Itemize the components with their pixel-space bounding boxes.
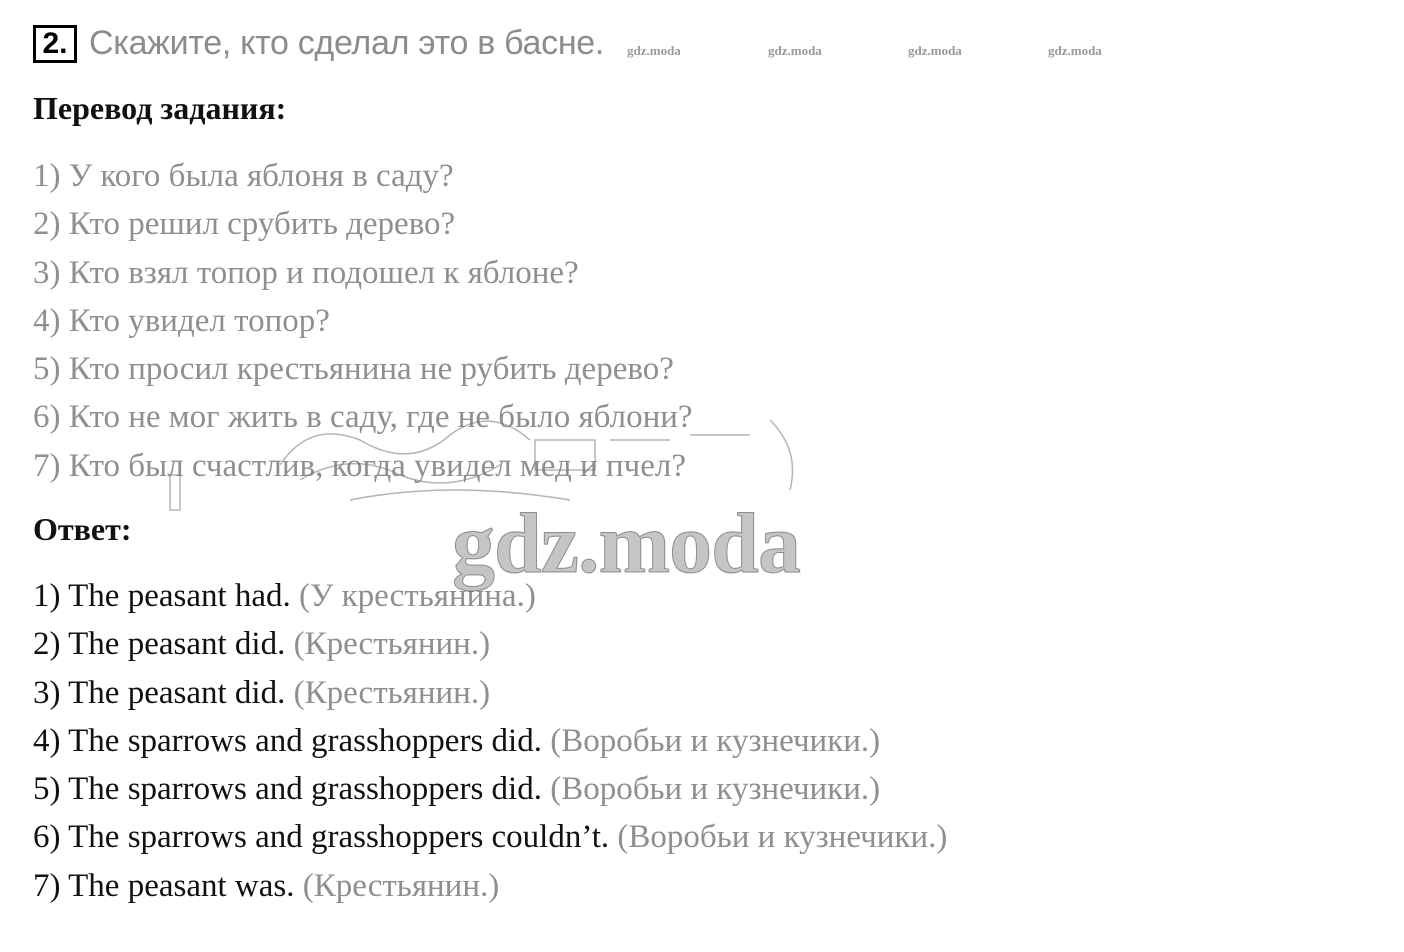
list-item [33,717,947,765]
list-item [33,620,947,668]
answer-english: 4) The sparrows and grasshoppers did. [33,722,542,759]
list-item [33,862,947,910]
answer-russian: (Крестьянин.) [302,867,500,904]
answer-russian: (Крестьянин.) [293,674,491,711]
list-item [33,669,947,717]
list-item: 2) Кто решил срубить дерево? [33,206,456,243]
task-header [33,24,604,63]
list-item: 6) Кто не мог жить в саду, где не было яблони? [33,399,693,436]
answer-english: 5) The sparrows and grasshoppers did. [33,771,542,808]
answer-english: 1) The peasant had. [33,578,291,614]
task-instruction: Скажите, кто сделал это в басне. [89,24,605,62]
list-item: 4) Кто увидел топор? [33,302,330,339]
list-item: 7) Кто был счастлив, когда увидел мед и пчел? [33,447,686,484]
list-item: 1) У кого была яблоня в саду? [33,158,454,194]
watermark-small: gdz.moda [627,43,681,58]
answer-english: 6) The sparrows and grasshoppers couldn’t. [33,819,610,856]
answer-russian: (Воробьи и кузнечики.) [550,771,881,808]
answer-russian: (Воробьи и кузнечики.) [617,819,948,856]
list-item: 3) Кто взял топор и подошел к яблоне? [33,254,579,291]
answer-heading: Ответ: [33,511,132,547]
watermark-small: gdz.moda [1048,43,1102,58]
watermark-small: gdz.moda [768,43,822,58]
watermark-small: gdz.moda [908,43,962,58]
list-item: 5) Кто просил крестьянина не рубить дерево? [33,351,674,388]
watermark-large: gdz.moda [452,495,800,591]
task-number-badge: 2. [33,25,77,63]
translation-heading: Перевод задания: [33,90,287,126]
list-item [33,765,947,813]
list-item [33,813,947,861]
answer-english: 3) The peasant did. [33,674,286,711]
answer-english: 2) The peasant did. [33,626,286,663]
answer-russian: (Крестьянин.) [293,626,491,663]
answer-russian: (Воробьи и кузнечики.) [550,722,881,759]
answer-list [33,572,947,910]
answer-english: 7) The peasant was. [33,867,295,904]
answer-russian: (У крестьянина.) [299,578,536,614]
